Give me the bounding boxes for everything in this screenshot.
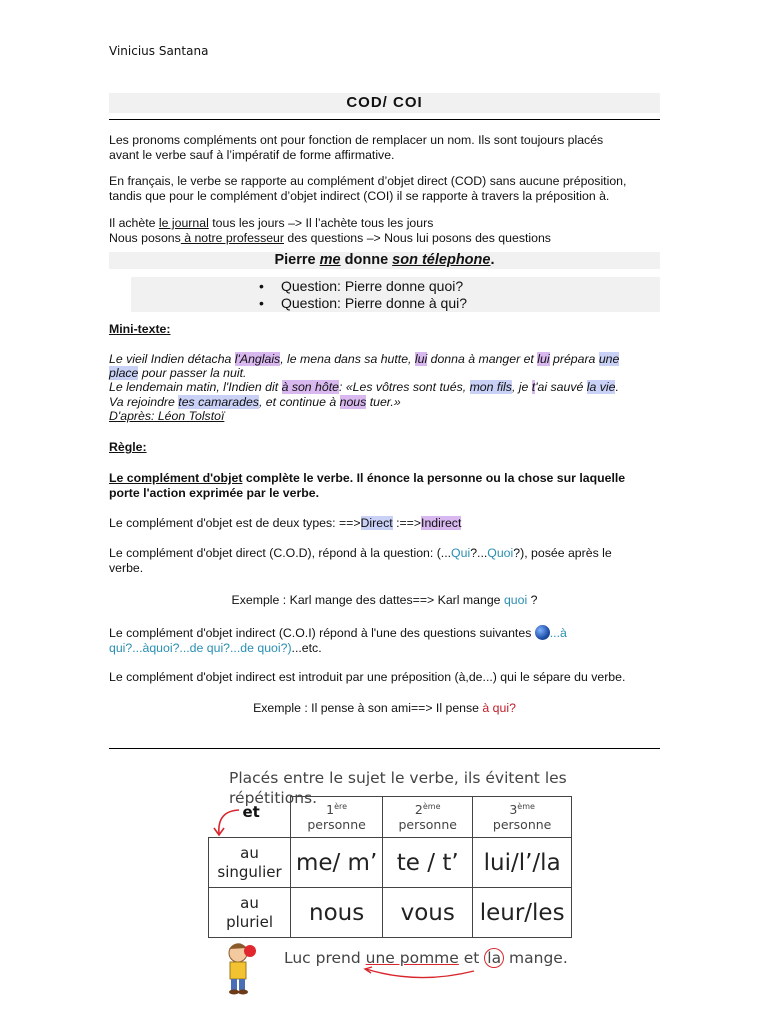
minitexte-heading: Mini-texte: <box>109 322 171 336</box>
col-head: 2ème personne <box>383 797 473 838</box>
example-cod: Exemple : Karl mange des dattes==> Karl mange quoi ? <box>231 593 538 607</box>
pronoun-cell: me/ m’ <box>291 838 383 888</box>
example-coi: Exemple : Il pense à son ami==> Il pense à qui? <box>253 701 516 715</box>
minitexte-line: place pour passer la nuit. <box>109 366 247 381</box>
intro-paragraph-2 <box>109 174 669 203</box>
pronoun-table-figure <box>200 765 572 990</box>
row-label: au pluriel <box>209 888 291 938</box>
question-box <box>131 277 660 312</box>
pronoun-cell: leur/les <box>473 888 572 938</box>
reference-arrow-icon <box>358 965 498 987</box>
minitexte-line: Va rejoindre tes camarades, et continue à nous tuer.» <box>109 394 401 409</box>
minitexte-line: Le lendemain matin, l'Indien dit à son hôte: «Les vôtres sont tués, mon fils, je t'ai sauvé la vie. <box>109 380 619 395</box>
intro-examples <box>109 216 669 245</box>
question-item: • Question: Pierre donne à qui? <box>281 295 467 311</box>
pronoun-cell: te / t’ <box>383 838 473 888</box>
question-item: • Question: Pierre donne quoi? <box>281 278 463 294</box>
pronoun-cell: lui/l’/la <box>473 838 572 888</box>
table-row <box>209 838 572 888</box>
globe-icon <box>535 625 550 640</box>
page-title: COD/ COI <box>109 93 660 113</box>
pronoun-cell: vous <box>383 888 473 938</box>
pronoun-cell: nous <box>291 888 383 938</box>
example-line-1: Il achète le journal tous les jours –> Il l’achète tous les jours <box>109 216 434 230</box>
boy-with-apple-illustration <box>208 935 268 995</box>
example-sentence: Luc prend une pomme et la mange. <box>284 949 568 967</box>
regle-preposition: Le complément d'objet indirect est introduit par une préposition (à,de...) qui le sépare du verbe. <box>109 670 626 684</box>
intro-line: avant le verbe sauf à l’impératif de forme affirmative. <box>109 147 395 162</box>
minitexte-line: Le vieil Indien détacha l'Anglais, le mena dans sa hutte, lui donna à manger et lui prépara une <box>109 352 620 366</box>
regle-definition: Le complément d'objet complète le verbe. Il énonce la personne ou la chose sur laquelle porte l'action exprimée par le verbe. <box>109 471 626 500</box>
regle-heading: Règle: <box>109 440 147 454</box>
pronoun-table <box>208 796 572 938</box>
regle-cod: Le complément d'objet direct (C.O.D), répond à la question: (...Qui?...Quoi?), posée après le verbe. <box>109 546 612 575</box>
section-divider <box>109 748 660 749</box>
curved-arrow-icon <box>209 797 289 837</box>
pierre-sentence: Pierre me donne son télephone. <box>109 252 660 269</box>
regle-coi: Le complément d'objet indirect (C.O.I) répond à l'une des questions suivantes ...à qui?...àquoi?...de qui?...de quoi?)...etc. <box>109 626 567 655</box>
table-caption: Placés entre le sujet le verbe, ils évitent les répétitions. <box>229 769 567 807</box>
intro-line: Les pronoms compléments ont pour fonction de remplacer un nom. Ils sont toujours placés <box>109 133 604 147</box>
table-row <box>209 888 572 938</box>
title-divider <box>109 119 660 120</box>
intro-line: tandis que pour le complément d’objet indirect (COI) il se rapporte à travers la préposition à. <box>109 188 610 203</box>
col-head: 3ème personne <box>473 797 572 838</box>
minitexte-source: D'après: Léon Tolstoï <box>109 408 225 423</box>
intro-paragraph-1 <box>109 133 669 162</box>
row-label: au singulier <box>209 838 291 888</box>
example-line-2: Nous posons à notre professeur des questions –> Nous lui posons des questions <box>109 230 551 245</box>
corner-cell <box>209 797 291 838</box>
circled-pronoun: la <box>484 948 504 968</box>
intro-line: En français, le verbe se rapporte au complément d’objet direct (COD) sans aucune préposition, <box>109 174 627 188</box>
col-head: 1ère personne <box>291 797 383 838</box>
et-label: et <box>242 802 260 821</box>
author-name: Vinicius Santana <box>109 44 209 58</box>
regle-types: Le complément d'objet est de deux types: ==>Direct :==>Indirect <box>109 516 462 530</box>
minitexte-body <box>109 352 669 423</box>
